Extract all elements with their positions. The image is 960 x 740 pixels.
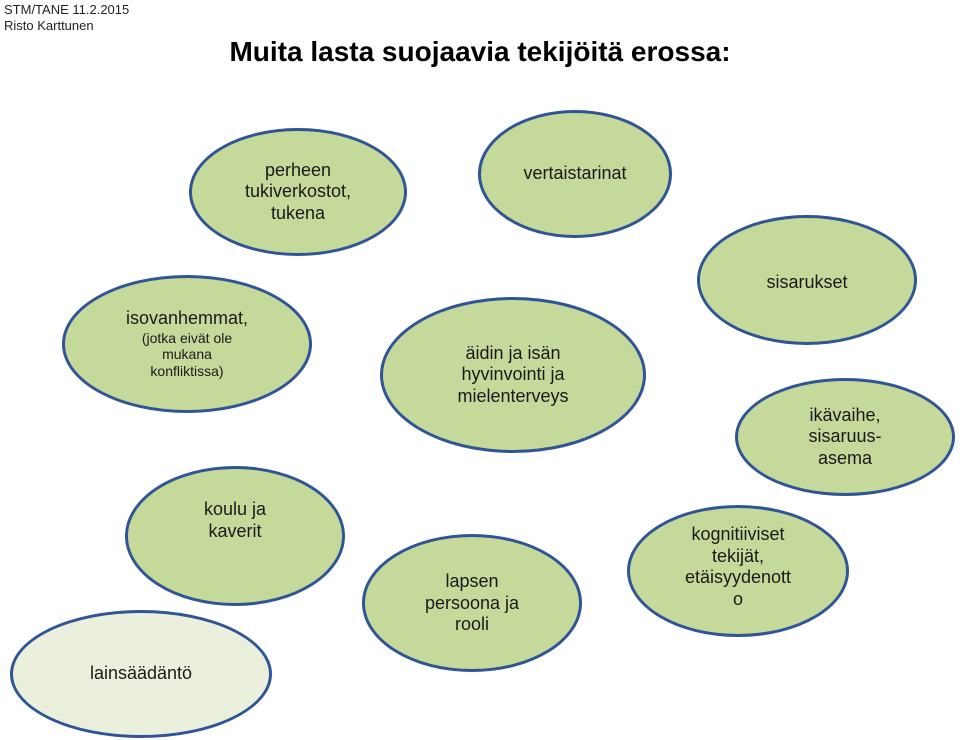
bubble-text-line: tukiverkostot, (244, 181, 352, 202)
bubble-text-line: vertaistarinat (523, 163, 627, 183)
bubble-text-line: etäisyydenott (684, 567, 792, 588)
bubble-text-line: lapsen (445, 571, 499, 591)
bubble-text-line: äidin ja isän (465, 342, 561, 363)
bubble-text-line: persoona ja (424, 592, 520, 613)
bubble-text-line: kaverit (208, 520, 262, 541)
bubble-lainsaadanto (10, 610, 272, 738)
bubble-sisarukset (697, 215, 917, 345)
bubble-subtext-line: mukana (162, 346, 212, 363)
bubble-kognitiiviset-tekijat (627, 505, 849, 637)
bubble-text-line: isovanhemmat, (125, 308, 249, 328)
bubble-aidin-ja-isan-hyvinvointi (380, 297, 646, 453)
bubble-text-line: tekijät, (711, 545, 765, 566)
bubble-text-line: ikävaihe, (809, 404, 881, 425)
bubble-text-line: perheen (264, 159, 332, 180)
bubble-text-line: rooli (454, 614, 489, 635)
bubble-vertaistarinat (478, 110, 672, 238)
bubble-text-line: asema (817, 447, 873, 468)
header-date-label: STM/TANE 11.2.2015 (4, 2, 130, 17)
bubble-text-line: mielenterveys (457, 385, 569, 406)
bubble-subtext-line: (jotka eivät ole (141, 329, 233, 346)
bubble-text-line: lainsäädäntö (89, 663, 193, 684)
bubble-text-line: kognitiiviset (691, 524, 785, 544)
bubble-text-line: hyvinvointi ja (461, 364, 565, 385)
page-title: Muita lasta suojaavia tekijöitä erossa: (229, 36, 731, 67)
bubble-ikavaihe-sisaruusasema (735, 378, 955, 496)
bubble-lapsen-persoona-ja-rooli (362, 534, 582, 672)
bubble-text-line: koulu ja (203, 499, 267, 519)
bubble-subtext-line: konfliktissa) (150, 363, 224, 380)
bubble-text-line: tukena (270, 202, 326, 223)
bubble-text-line: o (732, 588, 743, 609)
bubble-isovanhemmat (62, 275, 312, 413)
bubble-koulu-ja-kaverit (125, 466, 345, 606)
bubble-perheen-tukiverkostot (189, 128, 407, 256)
bubble-text-line: sisarukset (766, 272, 848, 292)
header-author-label: Risto Karttunen (4, 18, 94, 33)
bubble-text-line: sisaruus- (808, 426, 882, 447)
